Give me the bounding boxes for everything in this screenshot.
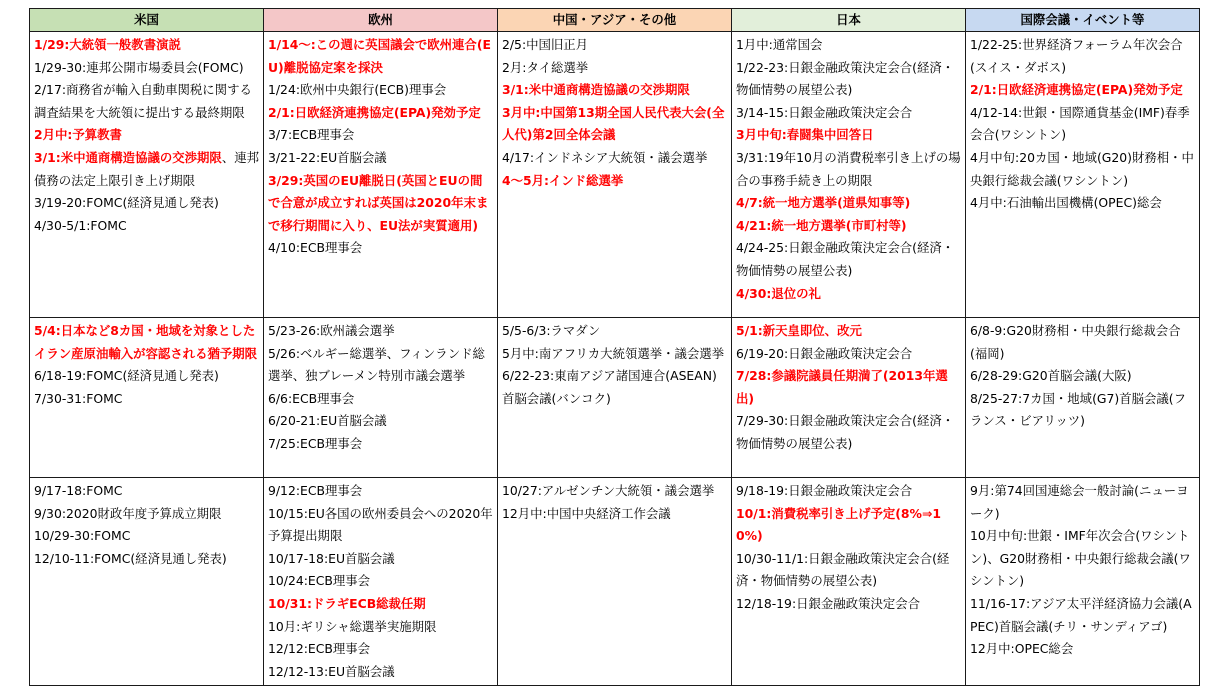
highlighted-event-entry: 2/1:日欧経済連携協定(EPA)発効予定 [970,82,1183,98]
event-entry: 6/22-23:東南アジア諸国連合(ASEAN)首脳会議(バンコク) [502,368,717,406]
event-entry: 1月中:通常国会 [736,37,823,52]
cell-japan [732,318,966,478]
event-entry: 9/30:2020財政年度予算成立期限 [34,505,222,521]
event-entry: 4/24-25:日銀金融政策決定会合(経済・物価情勢の展望公表) [736,240,955,278]
cell-china-asia-other [498,32,732,318]
event-entry: 9月:第74回国連総会一般討論(ニューヨーク) [970,483,1189,521]
highlighted-event-entry: 4/30:退位の礼 [736,285,821,301]
header-international-events: 国際会議・イベント等 [966,9,1200,32]
cell-japan [732,478,966,686]
highlighted-event-entry: 4/7:統一地方選挙(道県知事等) [736,195,911,211]
header-row [30,9,1200,32]
event-entry: 8/25-27:7カ国・地域(G7)首脳会議(フランス・ビアリッツ) [970,390,1187,429]
cell-us [30,318,264,478]
event-entry: 12/10-11:FOMC(経済見通し発表) [34,550,227,566]
event-entry: 5/26:ベルギー総選挙、フィンランド総選挙、独ブレーメン特別市議会選挙 [268,345,485,384]
event-entry: 9/18-19:日銀金融政策決定会合 [736,483,913,498]
highlighted-event-text: 3/1:米中通商構造協議の交渉期限 [34,149,222,165]
event-entry: 12/12-13:EU首脳会議 [268,663,395,679]
cell-europe [264,318,498,478]
event-entry: 4/12-14:世銀・国際通貨基金(IMF)春季会合(ワシントン) [970,104,1190,143]
event-entry: 1/22-25:世界経済フォーラム年次会合(スイス・ダボス) [970,37,1183,75]
event-entry: 6/19-20:日銀金融政策決定会合 [736,345,913,361]
event-entry: 4/17:インドネシア大統領・議会選挙 [502,149,708,165]
highlighted-event-entry: 4/21:統一地方選挙(市町村等) [736,217,907,233]
highlighted-event-entry: 1/14～:この週に英国議会で欧州連合(EU)離脱協定案を採決 [268,37,491,75]
event-entry: 3/21-22:EU首脳会議 [268,149,387,165]
event-entry: 10/17-18:EU首脳会議 [268,550,395,566]
event-entry: 10/15:EU各国の欧州委員会への2020年予算提出期限 [268,505,493,544]
cell-japan [732,32,966,318]
event-entry: 5/23-26:欧州議会選挙 [268,323,395,338]
highlighted-event-entry: 2/1:日欧経済連携協定(EPA)発効予定 [268,104,481,120]
event-entry: 9/12:ECB理事会 [268,483,363,498]
header-europe: 欧州 [264,9,498,32]
event-entry: 10/24:ECB理事会 [268,573,371,589]
cell-europe [264,478,498,686]
cell-us [30,478,264,686]
event-entry: 4月中旬:20カ国・地域(G20)財務相・中央銀行総裁会議(ワシントン) [970,149,1194,188]
highlighted-event-entry: 5/4:日本など8カ国・地域を対象としたイラン産原油輸入が容認される猶予期限 [34,323,258,361]
event-entry: 11/16-17:アジア太平洋経済協力会議(APEC)首脳会議(チリ・サンディアゴ) [970,595,1192,634]
schedule-row-sep-dec [30,478,1200,686]
event-entry: 7/25:ECB理事会 [268,435,363,451]
event-text: 、連邦債務の法定上限引き上げ期限 [34,149,259,188]
highlighted-event-entry: 7/28:参議院議員任期満了(2013年選出) [736,368,948,406]
highlighted-event-entry: 10/31:ドラギECB総裁任期 [268,595,426,611]
event-entry: 5月中:南アフリカ大統領選挙・議会選挙 [502,345,725,361]
event-entry: 6/18-19:FOMC(経済見通し発表) [34,368,219,384]
highlighted-event-entry: 2月中:予算教書 [34,127,122,143]
header-japan: 日本 [732,9,966,32]
highlighted-event-entry: 3/1:米中通商構造協議の交渉期限 [502,82,690,98]
event-entry: 12月中:中国中央経済工作会議 [502,505,671,521]
event-entry: 6/28-29:G20首脳会議(大阪) [970,368,1132,384]
event-entry: 2月:タイ総選挙 [502,59,589,75]
header-china-asia-other: 中国・アジア・その他 [498,9,732,32]
event-entry: 3/31:19年10月の消費税率引き上げの場合の事務手続き上の期限 [736,149,961,188]
header-us: 米国 [30,9,264,32]
event-entry: 2/5:中国旧正月 [502,37,589,52]
highlighted-event-entry: 4～5月:インド総選挙 [502,172,624,188]
schedule-row-jan-apr [30,32,1200,318]
cell-international-events [966,32,1200,318]
event-entry: 6/6:ECB理事会 [268,390,355,406]
event-entry: 10/30-11/1:日銀金融政策決定会合(経済・物価情勢の展望公表) [736,550,950,589]
highlighted-event-entry: 10/1:消費税率引き上げ予定(8%⇒10%) [736,505,941,544]
highlighted-event-entry: 3月中:中国第13期全国人民代表大会(全人代)第2回全体会議 [502,104,725,143]
event-entry: 7/30-31:FOMC [34,390,123,406]
highlighted-event-entry: 3/29:英国のEU離脱日(英国とEUの間で合意が成立すれば英国は2020年末まで移行期間に入り、EU法が実質適用) [268,172,489,233]
event-entry: 9/17-18:FOMC [34,483,123,498]
event-entry: 1/24:欧州中央銀行(ECB)理事会 [268,82,447,98]
event-entry: 3/19-20:FOMC(経済見通し発表) [34,195,219,211]
event-entry [34,147,260,192]
event-entry: 12/12:ECB理事会 [268,641,371,657]
cell-international-events [966,478,1200,686]
event-entry: 6/8-9:G20財務相・中央銀行総裁会合(福岡) [970,323,1181,361]
event-entry: 6/20-21:EU首脳会議 [268,413,387,429]
event-entry: 12/18-19:日銀金融政策決定会合 [736,595,921,611]
event-entry: 4/30-5/1:FOMC [34,217,127,233]
event-entry: 4月中:石油輸出国機構(OPEC)総会 [970,195,1162,211]
event-entry: 4/10:ECB理事会 [268,240,363,256]
event-entry: 3/14-15:日銀金融政策決定会合 [736,104,913,120]
event-entry: 10月中旬:世銀・IMF年次会合(ワシントン)、G20財務相・中央銀行総裁会議(ワシントン) [970,528,1191,589]
cell-china-asia-other [498,318,732,478]
event-schedule-table [29,8,1200,686]
highlighted-event-entry: 5/1:新天皇即位、改元 [736,323,862,338]
event-entry: 12月中:OPEC総会 [970,641,1074,657]
highlighted-event-entry: 3月中旬:春闘集中回答日 [736,127,874,143]
event-entry: 7/29-30:日銀金融政策決定会合(経済・物価情勢の展望公表) [736,413,955,451]
event-entry: 2/17:商務省が輸入自動車関税に関する調査結果を大統領に提出する最終期限 [34,82,252,120]
event-entry: 1/22-23:日銀金融政策決定会合(経済・物価情勢の展望公表) [736,59,955,98]
event-entry: 10月:ギリシャ総選挙実施期限 [268,618,437,634]
cell-us [30,32,264,318]
event-entry: 3/7:ECB理事会 [268,127,355,143]
schedule-row-may-aug [30,318,1200,478]
cell-international-events [966,318,1200,478]
event-entry: 5/5-6/3:ラマダン [502,323,601,338]
event-entry: 10/29-30:FOMC [34,528,131,544]
cell-europe [264,32,498,318]
event-entry: 1/29-30:連邦公開市場委員会(FOMC) [34,59,244,75]
highlighted-event-entry: 1/29:大統領一般教書演説 [34,37,181,52]
event-entry: 10/27:アルゼンチン大統領・議会選挙 [502,483,715,498]
cell-china-asia-other [498,478,732,686]
